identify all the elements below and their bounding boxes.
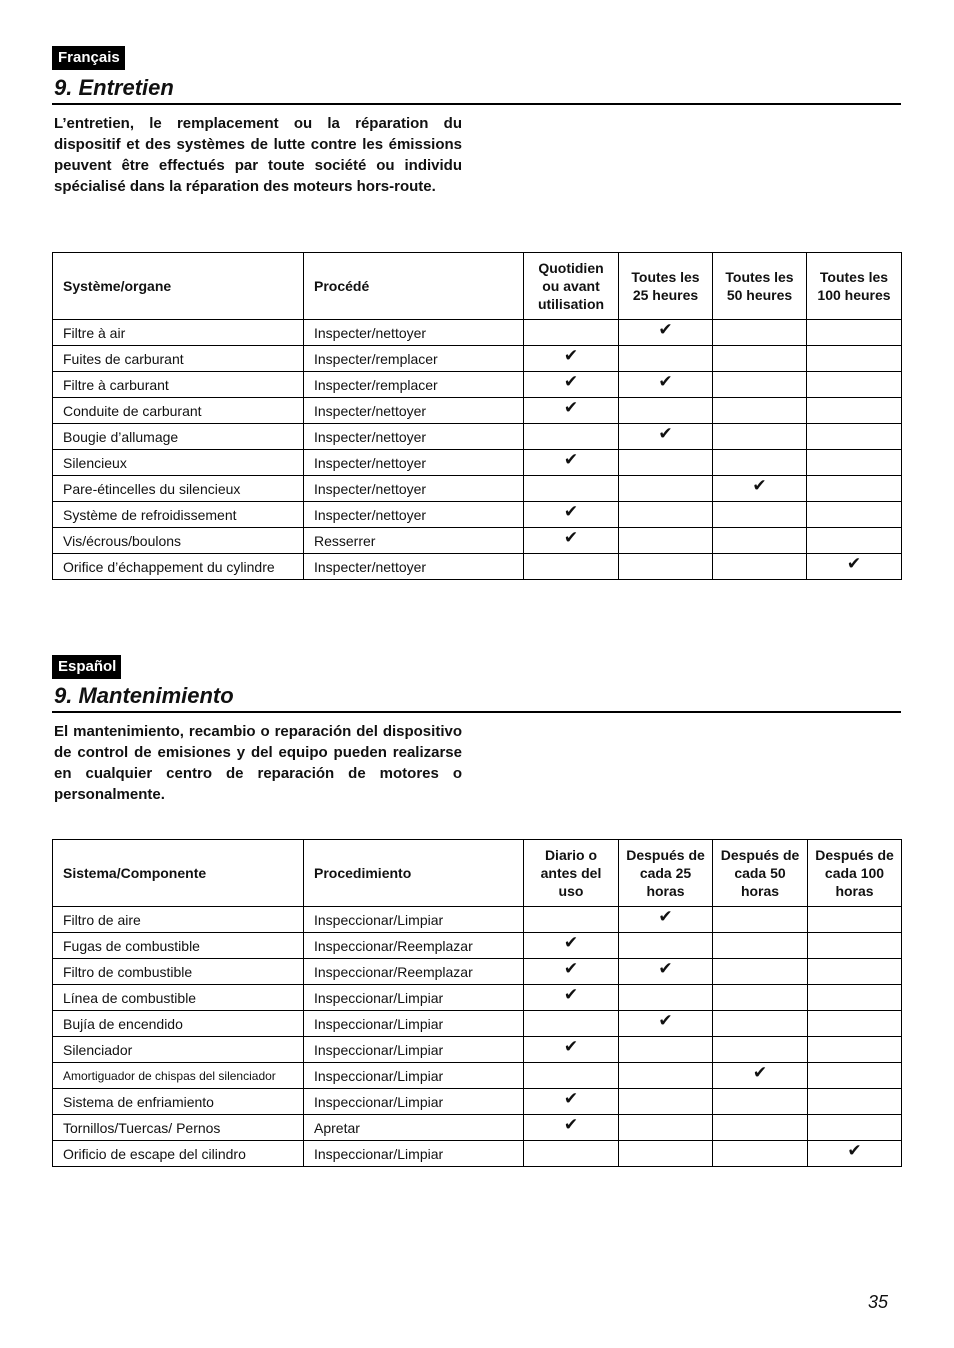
procedure-cell: Inspecter/nettoyer	[304, 398, 524, 424]
section-title: 9. Entretien	[54, 75, 174, 100]
maintenance-table	[52, 252, 902, 580]
language-tag: Español	[52, 655, 121, 679]
table-row	[53, 502, 902, 528]
spanish-section	[52, 655, 901, 1175]
interval-cell	[524, 1011, 619, 1037]
interval-cell	[524, 1141, 619, 1167]
interval-cell	[619, 1063, 713, 1089]
interval-cell	[808, 1063, 902, 1089]
checkmark-icon: ✔	[524, 528, 619, 554]
interval-cell	[619, 476, 713, 502]
table-row	[53, 1011, 902, 1037]
interval-cell	[524, 424, 619, 450]
title-rule	[52, 711, 901, 713]
procedure-cell: Inspecter/nettoyer	[304, 502, 524, 528]
checkmark-icon: ✔	[524, 346, 619, 372]
interval-cell	[619, 1115, 713, 1141]
procedure-cell: Inspecter/nettoyer	[304, 554, 524, 580]
table-row	[53, 1115, 902, 1141]
interval-cell	[713, 1037, 808, 1063]
interval-cell	[713, 398, 807, 424]
interval-cell	[619, 1141, 713, 1167]
interval-cell	[713, 959, 808, 985]
checkmark-icon: ✔	[619, 372, 713, 398]
component-cell: Amortiguador de chispas del silenciador	[53, 1063, 304, 1089]
table-row	[53, 985, 902, 1011]
interval-cell	[807, 398, 902, 424]
interval-cell	[619, 985, 713, 1011]
component-cell: Conduite de carburant	[53, 398, 304, 424]
table-row	[53, 424, 902, 450]
intro-paragraph: El mantenimiento, recambio o reparación del dispositivo de control de emisiones y del equipo pueden realizarse en cualquier centro de reparación de motores o personalmente.	[54, 723, 462, 803]
french-section	[52, 46, 901, 586]
interval-cell	[808, 959, 902, 985]
table-header-row	[53, 253, 902, 320]
table-row	[53, 907, 902, 933]
component-cell: Orifice d’échappement du cylindre	[53, 554, 304, 580]
table-row	[53, 1037, 902, 1063]
interval-cell	[713, 1089, 808, 1115]
checkmark-icon: ✔	[619, 424, 713, 450]
intro-paragraph: L’entretien, le remplacement ou la réparation du dispositif et des systèmes de lutte contre les émissions peuvent être effectués par toute société ou individu spécialisé dans la réparation des moteurs hors-route.	[54, 115, 462, 195]
checkmark-icon: ✔	[713, 476, 807, 502]
table-header-row	[53, 840, 902, 907]
procedure-cell: Inspeccionar/Limpiar	[304, 985, 524, 1011]
column-header: Toutes les 100 heures	[807, 253, 902, 320]
interval-cell	[713, 985, 808, 1011]
component-cell: Filtre à carburant	[53, 372, 304, 398]
component-cell: Silencieux	[53, 450, 304, 476]
column-header: Système/organe	[53, 253, 304, 320]
procedure-cell: Inspecter/nettoyer	[304, 424, 524, 450]
table-row	[53, 320, 902, 346]
procedure-cell: Inspeccionar/Limpiar	[304, 907, 524, 933]
component-cell: Fugas de combustible	[53, 933, 304, 959]
component-cell: Pare-étincelles du silencieux	[53, 476, 304, 502]
component-cell: Filtro de aire	[53, 907, 304, 933]
interval-cell	[619, 1037, 713, 1063]
interval-cell	[713, 450, 807, 476]
table-row	[53, 398, 902, 424]
table-row	[53, 554, 902, 580]
checkmark-icon: ✔	[619, 907, 713, 933]
column-header: Después de cada 25 horas	[619, 840, 713, 907]
interval-cell	[713, 1141, 808, 1167]
checkmark-icon: ✔	[619, 320, 713, 346]
column-header: Después de cada 50 horas	[713, 840, 808, 907]
checkmark-icon: ✔	[524, 1037, 619, 1063]
component-cell: Vis/écrous/boulons	[53, 528, 304, 554]
procedure-cell: Inspeccionar/Limpiar	[304, 1089, 524, 1115]
section-title: 9. Mantenimiento	[54, 683, 234, 708]
column-header: Después de cada 100 horas	[808, 840, 902, 907]
page-number: 35	[868, 1292, 889, 1312]
component-cell: Filtre à air	[53, 320, 304, 346]
interval-cell	[619, 554, 713, 580]
column-header: Diario o antes del uso	[524, 840, 619, 907]
component-cell: Orificio de escape del cilindro	[53, 1141, 304, 1167]
column-header: Procédé	[304, 253, 524, 320]
component-cell: Bougie d’allumage	[53, 424, 304, 450]
interval-cell	[713, 346, 807, 372]
interval-cell	[807, 450, 902, 476]
interval-cell	[808, 907, 902, 933]
interval-cell	[713, 372, 807, 398]
checkmark-icon: ✔	[619, 1011, 713, 1037]
checkmark-icon: ✔	[524, 1089, 619, 1115]
interval-cell	[619, 450, 713, 476]
component-cell: Sistema de enfriamiento	[53, 1089, 304, 1115]
interval-cell	[619, 346, 713, 372]
checkmark-icon: ✔	[524, 502, 619, 528]
column-header: Sistema/Componente	[53, 840, 304, 907]
interval-cell	[713, 502, 807, 528]
procedure-cell: Inspeccionar/Reemplazar	[304, 959, 524, 985]
procedure-cell: Inspeccionar/Reemplazar	[304, 933, 524, 959]
interval-cell	[524, 907, 619, 933]
interval-cell	[524, 1063, 619, 1089]
interval-cell	[807, 372, 902, 398]
language-tag: Français	[52, 46, 125, 70]
checkmark-icon: ✔	[808, 1141, 902, 1167]
procedure-cell: Inspeccionar/Limpiar	[304, 1037, 524, 1063]
interval-cell	[713, 320, 807, 346]
procedure-cell: Inspeccionar/Limpiar	[304, 1141, 524, 1167]
procedure-cell: Inspecter/nettoyer	[304, 320, 524, 346]
interval-cell	[524, 476, 619, 502]
column-header: Quotidien ou avant utilisation	[524, 253, 619, 320]
checkmark-icon: ✔	[807, 554, 902, 580]
component-cell: Filtro de combustible	[53, 959, 304, 985]
checkmark-icon: ✔	[713, 1063, 808, 1089]
checkmark-icon: ✔	[524, 1115, 619, 1141]
interval-cell	[808, 1089, 902, 1115]
interval-cell	[808, 1115, 902, 1141]
component-cell: Tornillos/Tuercas/ Pernos	[53, 1115, 304, 1141]
checkmark-icon: ✔	[524, 398, 619, 424]
title-rule	[52, 103, 901, 105]
interval-cell	[713, 907, 808, 933]
table-row	[53, 1141, 902, 1167]
table-row	[53, 1063, 902, 1089]
interval-cell	[807, 502, 902, 528]
interval-cell	[808, 985, 902, 1011]
procedure-cell: Inspecter/nettoyer	[304, 450, 524, 476]
table-row	[53, 476, 902, 502]
component-cell: Fuites de carburant	[53, 346, 304, 372]
checkmark-icon: ✔	[524, 933, 619, 959]
table-row	[53, 372, 902, 398]
component-cell: Línea de combustible	[53, 985, 304, 1011]
interval-cell	[808, 1011, 902, 1037]
component-cell: Silenciador	[53, 1037, 304, 1063]
component-cell: Bujía de encendido	[53, 1011, 304, 1037]
interval-cell	[524, 554, 619, 580]
checkmark-icon: ✔	[524, 985, 619, 1011]
interval-cell	[619, 528, 713, 554]
procedure-cell: Inspeccionar/Limpiar	[304, 1063, 524, 1089]
interval-cell	[807, 528, 902, 554]
table-row	[53, 959, 902, 985]
interval-cell	[713, 424, 807, 450]
column-header: Procedimiento	[304, 840, 524, 907]
interval-cell	[807, 476, 902, 502]
interval-cell	[807, 346, 902, 372]
table-row	[53, 933, 902, 959]
interval-cell	[619, 398, 713, 424]
procedure-cell: Inspecter/nettoyer	[304, 476, 524, 502]
table-row	[53, 1089, 902, 1115]
interval-cell	[808, 933, 902, 959]
column-header: Toutes les 25 heures	[619, 253, 713, 320]
maintenance-table	[52, 839, 902, 1167]
interval-cell	[713, 933, 808, 959]
procedure-cell: Inspecter/remplacer	[304, 372, 524, 398]
interval-cell	[807, 424, 902, 450]
component-cell: Système de refroidissement	[53, 502, 304, 528]
interval-cell	[619, 502, 713, 528]
interval-cell	[619, 933, 713, 959]
procedure-cell: Inspeccionar/Limpiar	[304, 1011, 524, 1037]
procedure-cell: Apretar	[304, 1115, 524, 1141]
interval-cell	[808, 1037, 902, 1063]
interval-cell	[619, 1089, 713, 1115]
checkmark-icon: ✔	[524, 372, 619, 398]
interval-cell	[524, 320, 619, 346]
checkmark-icon: ✔	[524, 959, 619, 985]
interval-cell	[713, 1115, 808, 1141]
interval-cell	[807, 320, 902, 346]
procedure-cell: Resserrer	[304, 528, 524, 554]
checkmark-icon: ✔	[619, 959, 713, 985]
table-row	[53, 450, 902, 476]
table-row	[53, 346, 902, 372]
table-row	[53, 528, 902, 554]
column-header: Toutes les 50 heures	[713, 253, 807, 320]
interval-cell	[713, 528, 807, 554]
interval-cell	[713, 1011, 808, 1037]
procedure-cell: Inspecter/remplacer	[304, 346, 524, 372]
interval-cell	[713, 554, 807, 580]
checkmark-icon: ✔	[524, 450, 619, 476]
